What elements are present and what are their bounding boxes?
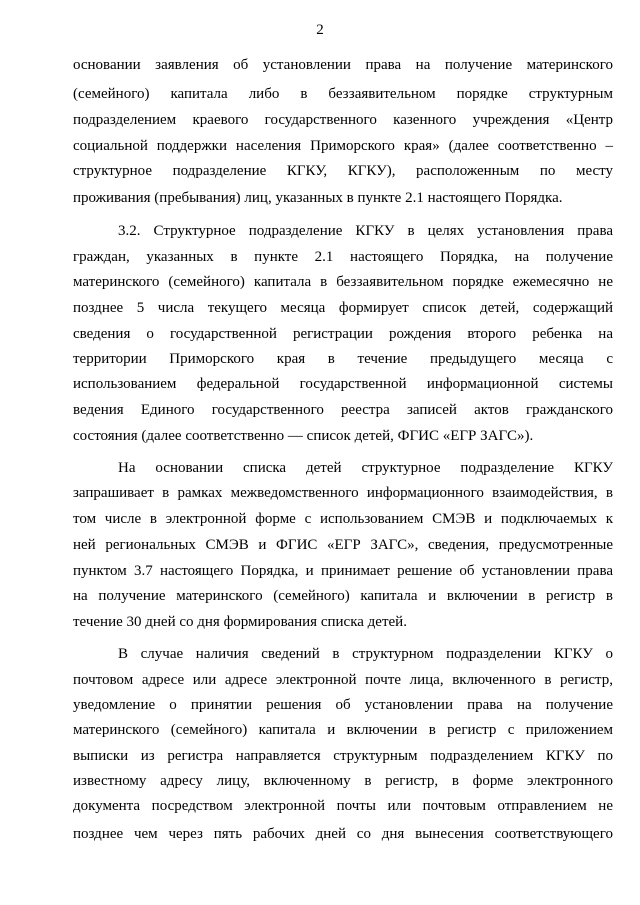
text-line: документа посредством электронной почты или почтовым отправлением не [73,798,613,814]
text-line: сведения о государственной регистрации рождения второго ребенка на [73,326,613,342]
text-line: На основании списка детей структурное подразделение КГКУ [118,460,613,476]
text-line: проживания (пребывания) лиц, указанных в пункте 2.1 настоящего Порядка. [73,190,563,206]
page-number: 2 [316,22,324,38]
text-line: выписки из регистра направляется структурным подразделением КГКУ по [73,748,613,764]
text-line: позднее чем через пять рабочих дней со дня вынесения соответствующего [73,826,613,842]
text-line: состояния (далее соответственно — список детей, ФГИС «ЕГР ЗАГС»). [73,428,534,444]
text-line: ней региональных СМЭВ и ФГИС «ЕГР ЗАГС», сведения, предусмотренные [73,537,613,553]
text-line: уведомление о принятии решения об установлении права на получение [73,697,613,713]
text-line: материнского (семейного) капитала и включении в регистр с приложением [73,722,613,738]
text-line: территории Приморского края в течение предыдущего месяца с [73,351,613,367]
text-line: основании заявления об установлении права на получение материнского [73,57,613,73]
text-line: В случае наличия сведений в структурном подразделении КГКУ о [118,646,613,662]
text-line: структурное подразделение КГКУ, КГКУ), расположенным по месту [73,163,613,179]
text-line: известному адресу лицу, включенному в регистр, в форме электронного [73,773,613,789]
text-line: материнского (семейного) капитала в беззаявительном порядке ежемесячно не [73,274,613,290]
text-line: ведения Единого государственного реестра записей актов гражданского [73,402,613,418]
text-line: подразделением краевого государственного казенного учреждения «Центр [73,112,613,128]
text-line: позднее 5 числа текущего месяца формирует список детей, содержащий [73,300,613,316]
text-line: (семейного) капитала либо в беззаявительном порядке структурным [73,86,613,102]
text-line: на получение материнского (семейного) капитала и включении в регистр в [73,588,613,604]
text-line: социальной поддержки населения Приморского края» (далее соответственно – [73,138,613,154]
text-line: запрашивает в рамках межведомственного информационного взаимодействия, в [73,485,613,501]
text-line: 3.2. Структурное подразделение КГКУ в целях установления права [118,223,613,239]
text-line: почтовом адресе или адресе электронной почте лица, включенного в регистр, [73,672,613,688]
text-line: том числе в электронной форме с использованием СМЭВ и подключаемых к [73,511,613,527]
text-line: течение 30 дней со дня формирования списка детей. [73,614,407,630]
text-line: граждан, указанных в пункте 2.1 настоящего Порядка, на получение [73,249,613,265]
text-line: пунктом 3.7 настоящего Порядка, и принимает решение об установлении права [73,563,613,579]
text-line: использованием федеральной государственной информационной системы [73,376,613,392]
